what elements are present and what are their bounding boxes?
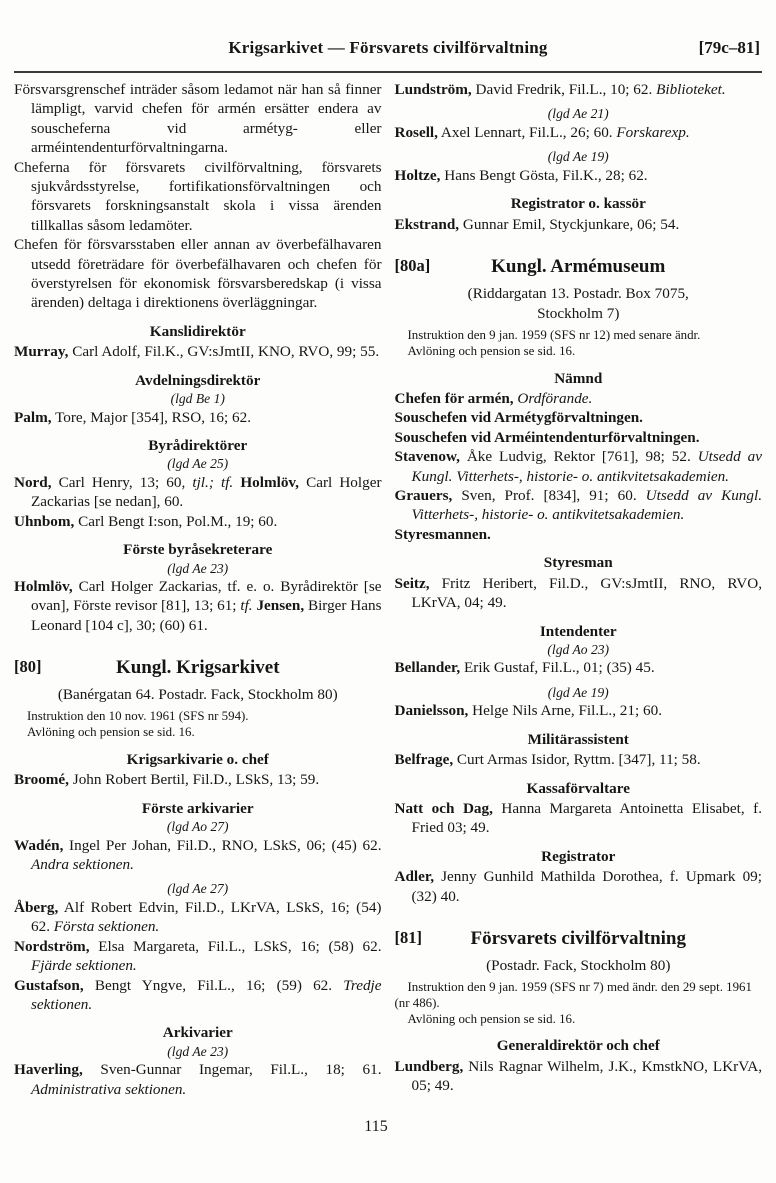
text-run: Administrativa sektionen. [31, 1080, 187, 1098]
text-run: Natt och Dag, [394, 799, 493, 817]
note-line: Instruktion den 10 nov. 1961 (SFS nr 594). [27, 709, 249, 724]
address-line [407, 956, 751, 976]
text-run: Uhnbom, [14, 512, 75, 530]
text-run: Första sektionen. [53, 918, 160, 936]
role-heading: Generaldirektör och chef [496, 1037, 660, 1055]
text-run: Curt Armas Isidor, Ryttm. [347], 11; 58. [453, 751, 701, 769]
role-heading: Avdelningsdirektör [135, 371, 261, 389]
directory-entry [395, 1057, 763, 1096]
role-heading: Arkivarier [162, 1024, 233, 1042]
text-run: Lundberg, [394, 1057, 464, 1075]
directory-entry [395, 750, 763, 769]
role-heading: Intendenter [539, 622, 617, 640]
directory-entry [395, 658, 763, 677]
text-run: Ingel Per Johan, Fil.D., RNO, LSkS, 06; (45) 62. [63, 836, 382, 854]
text-run: Andra sektionen. [31, 855, 134, 873]
text-run: Erik Gustaf, Fil.L., 01; (35) 45. [460, 659, 655, 677]
text-run: Ordförande. [517, 390, 593, 408]
text-run: Carl Henry, 13; 60, [51, 473, 193, 491]
text-run: Åke Ludvig, Rektor [761], 98; 52. [459, 448, 698, 466]
text-run: Belfrage, [394, 751, 454, 769]
text-run: Carl Holger Zackarias [se nedan], 60. [31, 473, 382, 511]
address-text: (Riddargatan 13. Postadr. Box 7075, [467, 285, 689, 303]
text-run: David Fredrik, Fil.L., 10; 62. [471, 81, 657, 98]
salary-grade-line: (lgd Ae 19) [547, 684, 609, 700]
directory-entry [395, 389, 763, 408]
paragraph [14, 80, 382, 158]
role-heading: Förste byråsekreterare [123, 541, 273, 559]
text-run: Bellander, [394, 659, 461, 677]
role-heading: Styresman [543, 554, 613, 572]
address-line [407, 284, 751, 324]
note-line: Instruktion den 9 jan. 1959 (SFS nr 7) med ändr. den 29 sept. 1961 (nr 486). [394, 979, 752, 1010]
address-text: Stockholm 7) [537, 305, 620, 323]
text-run: John Robert Bertil, Fil.D., LSkS, 13; 59. [68, 771, 320, 789]
text-run: Bengt Yngve, Fil.L., 16; (59) 62. [83, 976, 344, 994]
text-run: Utsedd av Kungl. Vitterhets-, historie- o. antikvitetsakademien. [411, 448, 762, 485]
section-heading [395, 927, 763, 951]
text-run: Broomé, [14, 771, 69, 789]
text-run: Sven-Gunnar Ingemar, Fil.L., 18; 61. [82, 1061, 382, 1079]
directory-entry [14, 473, 382, 512]
directory-entry [14, 342, 382, 361]
text-run: Forskarexp. [616, 123, 690, 141]
directory-entry [14, 770, 382, 789]
role-heading: Byrådirektörer [148, 437, 248, 454]
text-run: Grauers, [394, 487, 453, 505]
note-line: Instruktion den 9 jan. 1959 (SFS nr 12) med senare ändr. [407, 328, 701, 343]
text-run: Holmlöv, [240, 473, 299, 491]
text-run: Elsa Margareta, Fil.L., LSkS, 16; (58) 62. [89, 937, 382, 955]
role-heading: Militärassistent [527, 730, 629, 748]
salary-grade-line: (lgd Ae 23) [167, 560, 229, 576]
section-name: Kungl. Krigsarkivet [115, 657, 280, 679]
role-heading: Kanslidirektör [149, 322, 246, 340]
header-page-ref: [79c–81] [698, 38, 760, 57]
section-name: Kungl. Armémuseum [491, 256, 666, 278]
two-column-body [14, 80, 762, 1099]
text-run: Åberg, [14, 898, 59, 916]
text-run: Gustafson, [14, 976, 84, 994]
directory-entry [14, 898, 382, 937]
address-text: (Postadr. Fack, Stockholm 80) [486, 956, 671, 974]
text-run: Palm, [14, 408, 52, 426]
text-run: Hans Bengt Gösta, Fil.K., 28; 62. [440, 166, 648, 184]
text-run: Styresmannen. [394, 525, 491, 543]
text-run: Carl Holger Zackarias, tf. e. o. Byrådirektör [se ovan], Förste revisor [81], 13; 61; [31, 578, 382, 615]
directory-entry [14, 836, 382, 875]
text-run: Lundström, [394, 81, 472, 98]
directory-entry [395, 574, 763, 613]
role-heading: Registrator [541, 847, 616, 865]
paragraph [14, 158, 382, 236]
text-run: Holtze, [394, 166, 441, 184]
role-heading: Förste arkivarier [141, 799, 254, 817]
directory-entry [395, 428, 763, 447]
directory-entry [395, 701, 763, 720]
directory-entry [395, 80, 763, 99]
directory-entry [395, 447, 763, 486]
salary-grade-line: (lgd Ae 23) [167, 1043, 229, 1059]
directory-entry [395, 867, 763, 906]
text-run: Carl Adolf, Fil.K., GV:sJmtII, KNO, RVO, 99; 55. [68, 343, 380, 361]
text-run: Nord, [14, 473, 52, 491]
text-run: Gunnar Emil, Styckjunkare, 06; 54. [459, 215, 680, 233]
text-run: Nils Ragnar Wilhelm, J.K., KmstkNO, LKrVA, 05; 49. [411, 1057, 762, 1095]
directory-entry [14, 577, 382, 635]
text-run: Hanna Margareta Antoinetta Elisabet, f. Fried 03; 49. [411, 799, 762, 837]
text-run: Danielsson, [394, 702, 469, 720]
directory-entry [14, 976, 382, 1015]
text-run: Tredje sektionen. [31, 976, 382, 1013]
header-rule [14, 71, 762, 73]
note-line: Avlöning och pension se sid. 16. [27, 725, 195, 740]
instruction-note [395, 328, 763, 360]
text-run: Chefen för armén, [394, 390, 514, 408]
note-line: Avlöning och pension se sid. 16. [407, 343, 576, 358]
text-run: Rosell, [394, 123, 438, 141]
directory-entry [14, 512, 382, 531]
directory-entry [14, 1060, 382, 1099]
running-header [14, 38, 762, 62]
role-heading: Registrator o. kassör [510, 195, 646, 213]
text-run: Chefen för försvarsstaben eller annan av överbefälhavaren utsedd företrädare för överbefälhavaren och chefen för överstyrelsen för ekonomisk försvarsberedskap (i vissa ärenden) deltaga i direktionens överläggningar. [14, 236, 382, 312]
text-run: Ekstrand, [394, 215, 460, 233]
text-run: Wadén, [14, 836, 64, 854]
salary-grade-line: (lgd Ae 25) [167, 456, 229, 472]
directory-entry [395, 486, 763, 525]
address-text: (Banérgatan 64. Postadr. Fack, Stockholm 80) [57, 686, 338, 704]
text-run: Biblioteket. [656, 81, 726, 98]
text-run: Murray, [14, 343, 69, 361]
instruction-note [14, 709, 382, 741]
text-run: Seitz, [394, 574, 430, 592]
section-ref: [81] [394, 927, 422, 947]
paragraph [14, 235, 382, 313]
text-run: Souschefen vid Armétygförvaltningen. [394, 409, 643, 427]
text-run: tf. [240, 597, 253, 615]
role-heading: Kassaförvaltare [526, 779, 630, 797]
directory-entry [395, 215, 763, 234]
directory-entry [395, 408, 763, 427]
text-run: Alf Robert Edvin, Fil.D., LKrVA, LSkS, 16; (54) 62. [31, 898, 382, 936]
section-name: Försvarets civilförvaltning [470, 927, 686, 949]
salary-grade-line: (lgd Ae 21) [547, 106, 609, 122]
right-column [395, 80, 763, 1099]
salary-grade-line: (lgd Ao 27) [166, 819, 229, 835]
directory-entry [395, 123, 763, 142]
text-run: Birger Hans Leonard [104 c], 30; (60) 61. [31, 597, 382, 634]
section-ref: [80] [14, 657, 42, 677]
text-run: Försvarsgrenschef inträder såsom ledamot när han så finner lämpligt, varvid chefen för armén ersätter endera av souscheferna vid armétyg- eller arméintendenturförvaltningarna. [14, 81, 382, 157]
section-ref: [80a] [394, 256, 431, 276]
text-run: Fjärde sektionen. [31, 957, 137, 975]
text-run: Utsedd av Kungl. Vitterhets-, historie- o. antikvitetsakademien. [411, 487, 762, 524]
salary-grade-line: (lgd Be 1) [170, 391, 225, 407]
instruction-note [395, 980, 763, 1027]
text-run: tjl.; tf. [192, 473, 234, 491]
text-run: Tore, Major [354], RSO, 16; 62. [51, 408, 252, 426]
text-run: Jenny Gunhild Mathilda Dorothea, f. Upmark 09; (32) 40. [411, 868, 762, 905]
text-run: Fritz Heribert, Fil.D., GV:sJmtII, RNO, RVO, LKrVA, 04; 49. [411, 574, 762, 612]
section-heading [395, 255, 763, 279]
directory-entry [14, 937, 382, 976]
directory-entry [395, 166, 763, 185]
text-run: Adler, [394, 868, 435, 886]
text-run: Sven, Prof. [834], 91; 60. [452, 487, 646, 505]
text-run: Holmlöv, [14, 578, 73, 596]
salary-grade-line: (lgd Ae 19) [547, 149, 609, 165]
text-run: Helge Nils Arne, Fil.L., 21; 60. [468, 702, 662, 720]
directory-entry [14, 408, 382, 427]
text-run: Haverling, [14, 1061, 83, 1079]
address-line [26, 685, 370, 705]
text-run: Axel Lennart, Fil.L., 26; 60. [437, 123, 617, 141]
note-line: Avlöning och pension se sid. 16. [407, 1011, 576, 1026]
page-number: 115 [364, 1118, 388, 1135]
section-heading [14, 656, 382, 680]
role-heading: Krigsarkivarie o. chef [126, 750, 269, 768]
salary-grade-line: (lgd Ae 27) [167, 881, 229, 897]
header-title: Krigsarkivet — Försvarets civilförvaltning [228, 38, 548, 57]
directory-entry [395, 525, 763, 544]
directory-entry [395, 799, 763, 838]
text-run: Carl Bengt I:son, Pol.M., 19; 60. [74, 512, 278, 530]
salary-grade-line: (lgd Ao 23) [547, 641, 610, 657]
role-heading: Nämnd [554, 369, 603, 387]
text-run: Jensen, [256, 597, 305, 615]
text-run: Nordström, [14, 937, 90, 955]
left-column [14, 80, 382, 1099]
text-run: Cheferna för försvarets civilförvaltning, försvarets sjukvårdsstyrelse, fortifikationsförvaltningen och försvarets forskningsanstalt skola i vissa ärenden tillkallas såsom ledamöter. [14, 158, 382, 234]
text-run: Souschefen vid Arméintendenturförvaltningen. [394, 428, 700, 446]
text-run: Stavenow, [394, 448, 460, 466]
